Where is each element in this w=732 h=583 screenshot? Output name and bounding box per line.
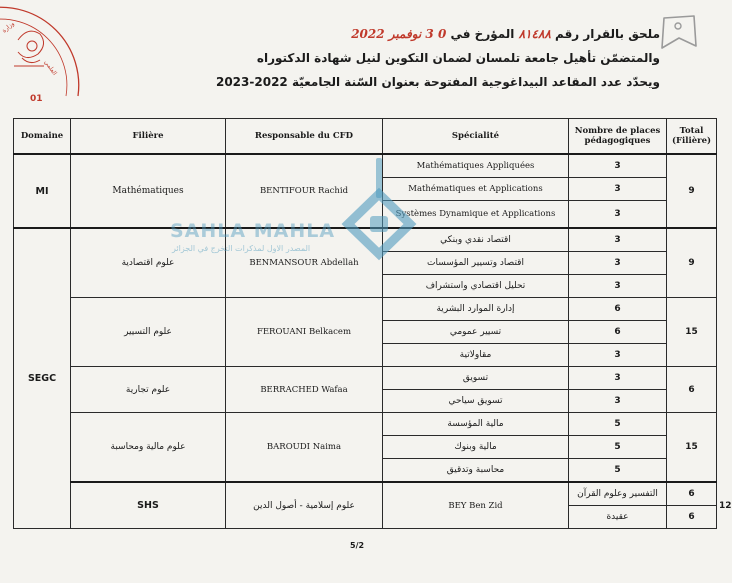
places-cell: 3 [569,228,667,252]
header-total: Total (Filière) [667,119,717,155]
specialite-cell: إدارة الموارد البشرية [383,298,569,321]
specialite-cell: عقيدة [569,506,667,529]
places-cell: 3 [569,178,667,201]
specialite-cell: مالية المؤسسة [383,413,569,436]
document-header [130,22,660,94]
header-specialite: Spécialité [383,119,569,155]
watermark-brand: SAHLA MAHLA [170,220,336,242]
specialite-cell: تسيير عمومي [383,321,569,344]
places-cell: 3 [569,252,667,275]
specialite-cell: اقتصاد وتسيير المؤسسات [383,252,569,275]
header-domain: Domaine [14,119,71,155]
bookmark-icon[interactable] [656,12,702,52]
specialite-cell: Mathématiques Appliquées [383,154,569,178]
places-cell: 6 [569,321,667,344]
places-cell: 6 [667,506,717,529]
specialite-cell: محاسبة وتدقيق [383,459,569,483]
responsable-cell: BERRACHED Wafaa [226,367,383,413]
header-places: Nombre de places pédagogiques [569,119,667,155]
table-row [14,413,717,436]
decision-date: 0 3 نوفمبر 2022 [351,27,447,41]
decision-number: ٨١٤٨٨ [518,27,551,41]
places-table [13,118,732,529]
specialite-cell: اقتصاد نقدي وبنكي [383,228,569,252]
table-row [14,367,717,390]
page-number: 5/2 [350,541,365,550]
table-row [14,154,717,178]
places-cell: 5 [569,413,667,436]
stamp-number: 01 [30,94,43,104]
watermark-tagline: المصدر الاول لمذكرات التخرج في الجزائر [172,244,311,253]
official-stamp [0,0,82,112]
specialite-cell: مقاولاتية [383,344,569,367]
header-filiere: Filière [71,119,226,155]
responsable-cell: FEROUANI Belkacem [226,298,383,367]
svg-text:وزارة: وزارة [0,20,16,35]
total-cell: 6 [667,367,717,413]
responsable-cell: BEY Ben Zid [383,482,569,529]
total-cell: 9 [667,228,717,298]
table-header-row [14,119,717,155]
filiere-cell: علوم تجارية [71,367,226,413]
total-cell: 15 [667,413,717,483]
total-cell: 15 [667,298,717,367]
places-cell: 5 [569,436,667,459]
places-cell: 5 [569,459,667,483]
domain-cell: MI [14,154,71,228]
places-cell: 3 [569,390,667,413]
table-row: SHS علوم إسلامية - أصول الدين BEY Ben Zid التفسير وعلوم القرآن 6 12 [14,482,717,506]
specialite-cell: Mathématiques et Applications [383,178,569,201]
places-cell: 3 [569,344,667,367]
places-cell: 3 [569,275,667,298]
places-cell: 3 [569,201,667,229]
header-responsable: Responsable du CFD [226,119,383,155]
specialite-cell: التفسير وعلوم القرآن [569,482,667,506]
header-line-3: ويحدّد عدد المقاعد البيداغوجية المفتوحة بعنوان السّنة الجامعيّة 2022-2023 [215,75,660,89]
specialite-cell: تسويق سياحي [383,390,569,413]
specialite-cell: تحليل اقتصادي واستشراف [383,275,569,298]
places-cell: 6 [667,482,717,506]
svg-text:العلمي: العلمي [42,58,59,77]
specialite-cell: تسويق [383,367,569,390]
responsable-cell: BENTIFOUR Rachid [226,154,383,228]
responsable-cell: BAROUDI Naima [226,413,383,483]
specialite-cell: مالية وبنوك [383,436,569,459]
specialite-cell: Systèmes Dynamique et Applications [383,201,569,229]
header-line-1: ملحق بالقرار رقم ٨١٤٨٨ المؤرخ في 0 3 نوفمبر 2022 [351,27,660,41]
domain-cell: SEGC [14,228,71,529]
total-cell: 9 [667,154,717,228]
table-row [14,228,717,252]
filiere-cell: Mathématiques [71,154,226,228]
domain-cell: SHS [71,482,226,529]
filiere-cell: علوم التسيير [71,298,226,367]
responsable-cell: BENMANSOUR Abdellah [226,228,383,298]
filiere-cell: علوم اقتصادية [71,228,226,298]
places-cell: 6 [569,298,667,321]
table-row [14,298,717,321]
places-cell: 3 [569,367,667,390]
header-line-2: والمتضمّن تأهيل جامعة تلمسان لضمان التكوين لنيل شهادة الدكتوراه [256,51,660,65]
filiere-cell: علوم مالية ومحاسبة [71,413,226,483]
filiere-cell: علوم إسلامية - أصول الدين [226,482,383,529]
places-cell: 3 [569,154,667,178]
